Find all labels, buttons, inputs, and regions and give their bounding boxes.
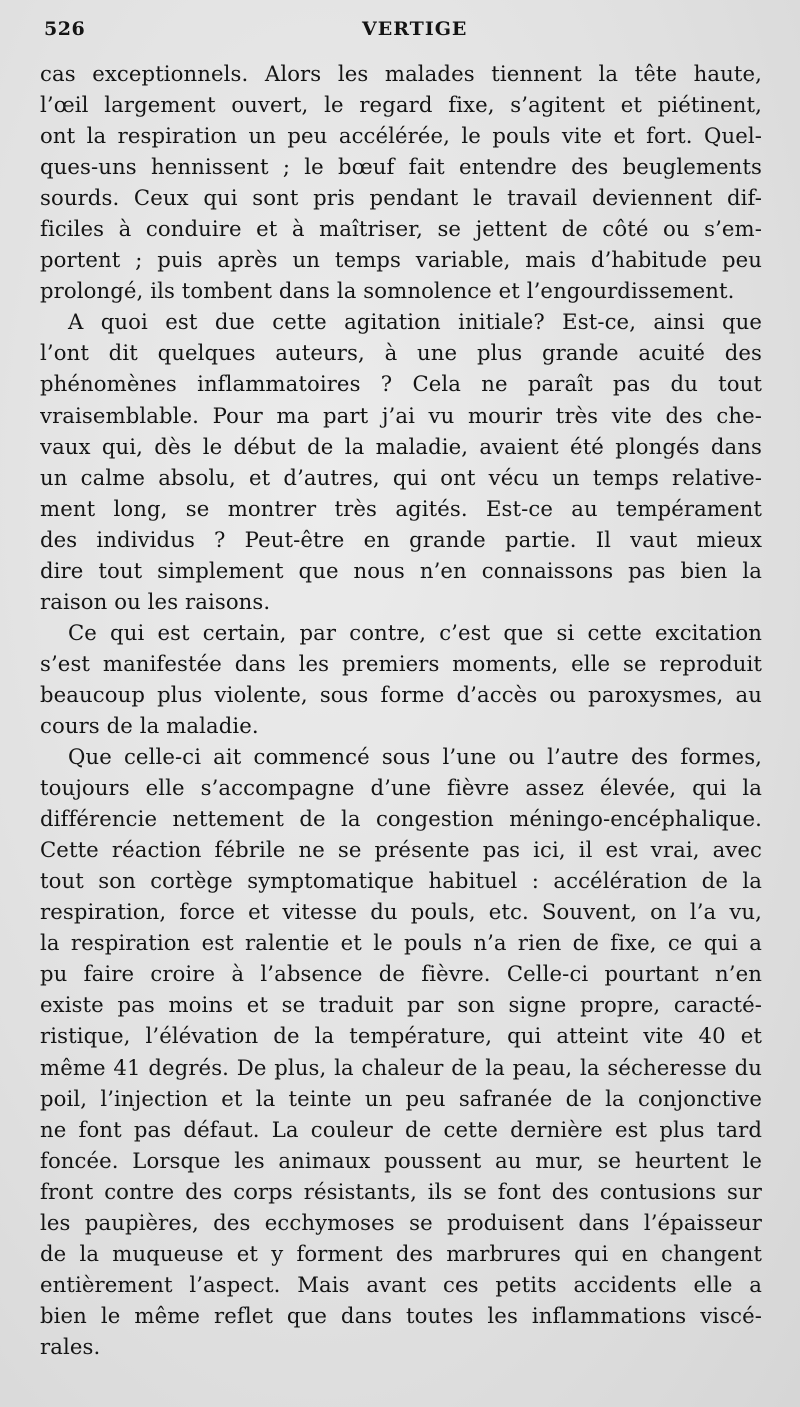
text-line: ont la respiration un peu accélérée, le pouls vite et fort. Quel- bbox=[40, 123, 762, 149]
text-line: rales. bbox=[40, 1333, 101, 1359]
text-line: beaucoup plus violente, sous forme d’accès ou paroxysmes, au bbox=[40, 681, 762, 707]
text-line: ne font pas défaut. La couleur de cette dernière est plus tard bbox=[40, 1116, 762, 1142]
text-line: prolongé, ils tombent dans la somnolence et l’engourdissement. bbox=[40, 278, 735, 304]
text-line: ristique, l’élévation de la température, qui atteint vite 40 et bbox=[40, 1023, 762, 1049]
paragraph bbox=[40, 617, 762, 741]
text-line: poil, l’injection et la teinte un peu safranée de la conjonctive bbox=[40, 1085, 762, 1111]
text-line: portent ; puis après un temps variable, mais d’habitude peu bbox=[40, 247, 762, 273]
text-line: Cette réaction fébrile ne se présente pas ici, il est vrai, avec bbox=[40, 837, 762, 863]
text-line: même 41 degrés. De plus, la chaleur de la peau, la sécheresse du bbox=[40, 1054, 762, 1080]
text-line: Que celle-ci ait commencé sous l’une ou l’autre des formes, bbox=[68, 744, 762, 770]
text-line: la respiration est ralentie et le pouls n’a rien de fixe, ce qui a bbox=[40, 930, 762, 956]
text-line: existe pas moins et se traduit par son signe propre, caracté- bbox=[40, 992, 762, 1018]
text-line: les paupières, des ecchymoses se produisent dans l’épaisseur bbox=[40, 1209, 762, 1235]
text-line: bien le même reflet que dans toutes les inflammations viscé- bbox=[40, 1302, 762, 1328]
text-line: dire tout simplement que nous n’en connaissons pas bien la bbox=[40, 557, 762, 583]
body-text bbox=[40, 58, 762, 1362]
paragraph bbox=[40, 58, 762, 306]
text-line: des individus ? Peut-être en grande partie. Il vaut mieux bbox=[40, 526, 762, 552]
text-line: raison ou les raisons. bbox=[40, 588, 271, 614]
text-line: cours de la maladie. bbox=[40, 712, 259, 738]
page-number: 526 bbox=[44, 18, 86, 40]
paragraph bbox=[40, 741, 762, 1362]
text-line: de la muqueuse et y forment des marbrures qui en changent bbox=[40, 1240, 762, 1266]
text-line: un calme absolu, et d’autres, qui ont vécu un temps relative- bbox=[40, 464, 762, 490]
text-line: A quoi est due cette agitation initiale? Est-ce, ainsi que bbox=[68, 309, 762, 335]
text-line: différencie nettement de la congestion méningo-encéphalique. bbox=[40, 806, 762, 832]
text-line: phénomènes inflammatoires ? Cela ne paraît pas du tout bbox=[40, 371, 762, 397]
text-line: sourds. Ceux qui sont pris pendant le travail deviennent dif- bbox=[40, 185, 762, 211]
text-line: respiration, force et vitesse du pouls, etc. Souvent, on l’a vu, bbox=[40, 899, 762, 925]
text-line: ment long, se montrer très agités. Est-ce au tempérament bbox=[40, 495, 762, 521]
text-line: entièrement l’aspect. Mais avant ces petits accidents elle a bbox=[40, 1271, 762, 1297]
paragraph bbox=[40, 306, 762, 616]
running-title: VERTIGE bbox=[362, 18, 468, 40]
text-line: l’œil largement ouvert, le regard fixe, s’agitent et piétinent, bbox=[40, 92, 762, 118]
text-line: l’ont dit quelques auteurs, à une plus grande acuité des bbox=[40, 340, 762, 366]
text-line: toujours elle s’accompagne d’une fièvre assez élevée, qui la bbox=[40, 775, 762, 801]
text-line: pu faire croire à l’absence de fièvre. Celle-ci pourtant n’en bbox=[40, 961, 762, 987]
text-line: vaux qui, dès le début de la maladie, avaient été plongés dans bbox=[40, 433, 762, 459]
text-line: front contre des corps résistants, ils se font des contusions sur bbox=[40, 1178, 762, 1204]
page-header bbox=[44, 18, 760, 46]
text-line: vraisemblable. Pour ma part j’ai vu mourir très vite des che- bbox=[40, 402, 762, 428]
text-line: cas exceptionnels. Alors les malades tiennent la tête haute, bbox=[40, 61, 762, 86]
text-line: ficiles à conduire et à maîtriser, se jettent de côté ou s’em- bbox=[40, 216, 762, 242]
text-line: tout son cortège symptomatique habituel : accélération de la bbox=[40, 868, 762, 894]
text-line: s’est manifestée dans les premiers moments, elle se reproduit bbox=[40, 650, 762, 676]
text-line: Ce qui est certain, par contre, c’est que si cette excitation bbox=[68, 619, 762, 645]
text-line: ques-uns hennissent ; le bœuf fait entendre des beuglements bbox=[40, 154, 762, 180]
text-line: foncée. Lorsque les animaux poussent au mur, se heurtent le bbox=[40, 1147, 762, 1173]
